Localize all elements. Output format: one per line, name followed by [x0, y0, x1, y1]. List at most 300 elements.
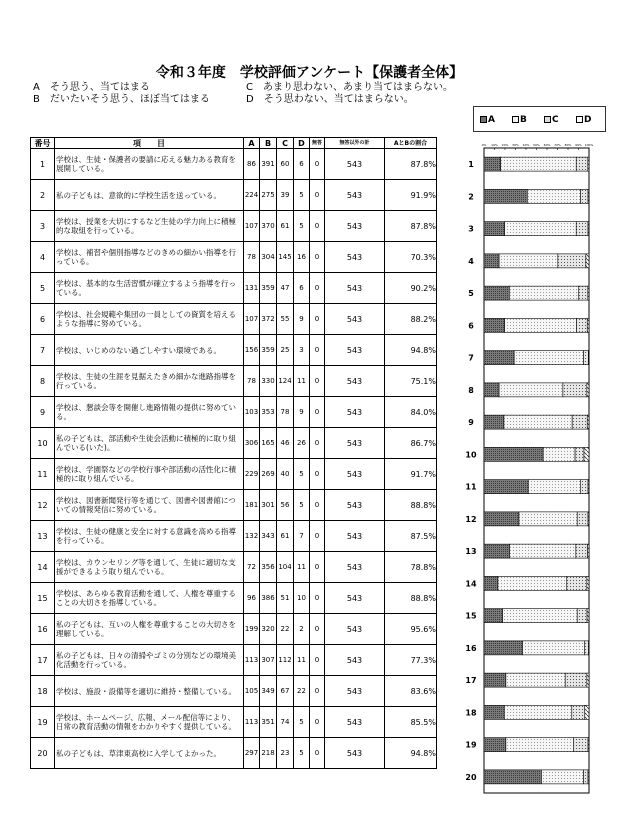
row-no-answer: 0 [310, 242, 325, 273]
row-ab-ratio: 86.7% [385, 428, 437, 459]
row-count-c: 124 [277, 366, 294, 397]
row-count-b: 386 [260, 583, 277, 614]
table-row [31, 614, 437, 645]
row-ab-ratio: 70.3% [385, 242, 437, 273]
row-number: 6 [31, 304, 55, 335]
row-total: 543 [325, 645, 385, 676]
row-count-d: 22 [294, 676, 310, 707]
bar-segment-d-10 [584, 447, 589, 461]
row-count-d: 5 [294, 459, 310, 490]
row-count-c: 61 [277, 211, 294, 242]
row-question: 学校は、社会規範や集団の一員としての資質を培えるような指導に努めている。 [55, 304, 244, 335]
bar-segment-d-4 [586, 254, 589, 268]
row-count-c: 47 [277, 273, 294, 304]
x-tick-label: 40% [522, 143, 530, 147]
row-ab-ratio: 83.6% [385, 676, 437, 707]
bar-segment-c-16 [584, 641, 588, 655]
bar-segment-b-19 [506, 738, 574, 752]
table-row [31, 180, 437, 211]
legend-key-a [480, 115, 495, 125]
row-ab-ratio: 91.7% [385, 459, 437, 490]
row-count-d: 5 [294, 707, 310, 738]
header-b: B [260, 138, 277, 149]
row-count-a: 72 [244, 552, 260, 583]
row-count-c: 22 [277, 614, 294, 645]
row-number: 9 [31, 397, 55, 428]
bar-segment-b-18 [504, 705, 571, 719]
bar-segment-a-11 [484, 480, 528, 494]
row-question: 私の子どもは、意欲的に学校生活を送っている。 [55, 180, 244, 211]
category-label: 14 [465, 579, 477, 589]
x-tick-label: 30% [512, 143, 519, 147]
row-number: 3 [31, 211, 55, 242]
row-total: 543 [325, 614, 385, 645]
bar-segment-d-12 [588, 512, 589, 526]
header-total: 無答以外の計 [325, 138, 385, 149]
table-row [31, 707, 437, 738]
bar-segment-d-19 [588, 738, 589, 752]
table-row [31, 521, 437, 552]
row-count-d: 11 [294, 552, 310, 583]
bar-segment-b-14 [498, 576, 567, 590]
row-count-c: 39 [277, 180, 294, 211]
row-count-c: 67 [277, 676, 294, 707]
bar-segment-c-14 [567, 576, 587, 590]
row-number: 12 [31, 490, 55, 521]
row-number: 4 [31, 242, 55, 273]
row-number: 14 [31, 552, 55, 583]
bar-segment-d-1 [588, 157, 589, 171]
row-total: 543 [325, 397, 385, 428]
bar-segment-c-7 [584, 351, 589, 365]
row-question: 学校は、懇談会等を開催し進路情報の提供に努めている。 [55, 397, 244, 428]
row-total: 543 [325, 552, 385, 583]
row-count-b: 359 [260, 273, 277, 304]
bar-segment-a-10 [484, 447, 543, 461]
bar-segment-b-7 [514, 351, 583, 365]
row-ab-ratio: 88.8% [385, 490, 437, 521]
row-ab-ratio: 91.9% [385, 180, 437, 211]
row-count-a: 132 [244, 521, 260, 552]
header-no-answer: 無答 [310, 138, 325, 149]
legend-swatch-d [576, 116, 583, 123]
bar-segment-b-8 [499, 383, 563, 397]
table-row [31, 335, 437, 366]
x-tick-label: 20% [501, 143, 509, 147]
row-count-a: 107 [244, 211, 260, 242]
row-number: 10 [31, 428, 55, 459]
row-question: 学校は、学園祭などの学校行事や部活動の活性化に積極的に取り組んでいる。 [55, 459, 244, 490]
row-no-answer: 0 [310, 614, 325, 645]
bar-segment-b-20 [541, 770, 583, 784]
row-no-answer: 0 [310, 707, 325, 738]
row-count-b: 359 [260, 335, 277, 366]
bar-segment-c-4 [558, 254, 586, 268]
bar-segment-b-13 [510, 544, 576, 558]
row-no-answer: 0 [310, 211, 325, 242]
bar-segment-c-20 [584, 770, 588, 784]
bar-segment-b-5 [509, 286, 578, 300]
bar-segment-d-11 [588, 480, 589, 494]
bar-segment-a-12 [484, 512, 519, 526]
bar-segment-b-1 [501, 157, 577, 171]
row-question: 学校は、授業を大切にするなど生徒の学力向上に積極的な取組を行っている。 [55, 211, 244, 242]
bar-segment-a-19 [484, 738, 506, 752]
x-tick-label: 50% [533, 143, 540, 147]
bar-segment-d-15 [587, 609, 589, 623]
bar-segment-d-13 [588, 544, 589, 558]
row-count-d: 3 [294, 335, 310, 366]
row-count-d: 2 [294, 614, 310, 645]
row-ab-ratio: 77.3% [385, 645, 437, 676]
row-count-c: 78 [277, 397, 294, 428]
row-total: 543 [325, 428, 385, 459]
table-row [31, 304, 437, 335]
row-count-d: 26 [294, 428, 310, 459]
category-label: 1 [468, 160, 474, 170]
row-count-a: 297 [244, 738, 260, 769]
row-question: 学校は、補習や個別指導などのきめの細かい指導を行っている。 [55, 242, 244, 273]
bar-segment-c-1 [576, 157, 588, 171]
row-count-b: 218 [260, 738, 277, 769]
row-count-b: 304 [260, 242, 277, 273]
table-row [31, 242, 437, 273]
row-count-b: 370 [260, 211, 277, 242]
row-question: 学校は、ホームページ、広報、メール配信等により、日常の教育活動の情報をわかりやすく提供している。 [55, 707, 244, 738]
row-count-b: 353 [260, 397, 277, 428]
x-tick-label: 10% [491, 143, 498, 147]
row-count-b: 351 [260, 707, 277, 738]
bar-segment-b-16 [522, 641, 584, 655]
row-question: 私の子どもは、部活動や生徒会活動に積極的に取り組んでいる(いた)。 [55, 428, 244, 459]
table-row [31, 738, 437, 769]
survey-table [30, 137, 437, 769]
bar-segment-a-17 [484, 673, 506, 687]
stacked-bar-chart [459, 139, 609, 795]
header-no: 番号 [31, 138, 55, 149]
row-number: 19 [31, 707, 55, 738]
bar-segment-d-7 [588, 351, 589, 365]
table-row [31, 211, 437, 242]
row-no-answer: 0 [310, 738, 325, 769]
row-ab-ratio: 78.8% [385, 552, 437, 583]
bar-segment-d-5 [588, 286, 589, 300]
row-count-a: 103 [244, 397, 260, 428]
row-count-d: 5 [294, 738, 310, 769]
bar-segment-b-9 [504, 415, 572, 429]
row-count-b: 330 [260, 366, 277, 397]
legend-key-c [544, 115, 559, 125]
bar-segment-a-18 [484, 705, 504, 719]
bar-segment-c-8 [563, 383, 587, 397]
row-ab-ratio: 75.1% [385, 366, 437, 397]
category-label: 13 [465, 547, 477, 557]
row-count-b: 275 [260, 180, 277, 211]
legend-key-b-label: B [520, 115, 527, 125]
row-no-answer: 0 [310, 304, 325, 335]
bar-segment-c-11 [580, 480, 588, 494]
row-no-answer: 0 [310, 583, 325, 614]
row-number: 1 [31, 149, 55, 180]
bar-segment-d-3 [588, 222, 589, 236]
chart-legend [473, 106, 606, 132]
row-question: 私の子どもは、草津東高校に入学してよかった。 [55, 738, 244, 769]
row-no-answer: 0 [310, 335, 325, 366]
row-number: 2 [31, 180, 55, 211]
bar-segment-b-17 [506, 673, 565, 687]
x-tick-label: 60% [543, 143, 551, 147]
row-no-answer: 0 [310, 552, 325, 583]
row-ab-ratio: 87.5% [385, 521, 437, 552]
bar-segment-c-3 [576, 222, 588, 236]
header-ab-ratio: AとBの割合 [385, 138, 437, 149]
table-row [31, 149, 437, 180]
row-count-a: 199 [244, 614, 260, 645]
row-question: 学校は、基本的な生活習慣が確立するよう指導を行っている。 [55, 273, 244, 304]
legend-key-d-label: D [584, 115, 592, 125]
bar-segment-c-13 [576, 544, 588, 558]
bar-segment-c-19 [574, 738, 588, 752]
row-count-d: 10 [294, 583, 310, 614]
row-no-answer: 0 [310, 149, 325, 180]
row-count-a: 131 [244, 273, 260, 304]
category-label: 10 [465, 450, 477, 460]
row-ab-ratio: 94.8% [385, 335, 437, 366]
category-label: 18 [465, 708, 477, 718]
row-no-answer: 0 [310, 366, 325, 397]
bar-segment-c-5 [579, 286, 588, 300]
category-label: 6 [468, 321, 474, 331]
table-row [31, 459, 437, 490]
bar-segment-c-18 [572, 705, 585, 719]
row-count-c: 60 [277, 149, 294, 180]
row-no-answer: 0 [310, 521, 325, 552]
row-count-a: 107 [244, 304, 260, 335]
row-question: 私の子どもは、日々の清掃やゴミの分別などの環境美化活動を行っている。 [55, 645, 244, 676]
row-count-d: 6 [294, 149, 310, 180]
row-number: 15 [31, 583, 55, 614]
bar-segment-d-2 [588, 189, 589, 203]
row-total: 543 [325, 521, 385, 552]
category-label: 4 [468, 256, 474, 266]
category-label: 19 [465, 740, 477, 750]
header-a: A [244, 138, 260, 149]
row-count-c: 40 [277, 459, 294, 490]
bar-segment-c-15 [577, 609, 587, 623]
bar-segment-a-15 [484, 609, 503, 623]
row-question: 学校は、いじめのない過ごしやすい環境である。 [55, 335, 244, 366]
bar-segment-a-9 [484, 415, 504, 429]
row-count-c: 145 [277, 242, 294, 273]
row-ab-ratio: 95.6% [385, 614, 437, 645]
row-question: 学校は、生徒の健康と安全に対する意識を高める指導を行っている。 [55, 521, 244, 552]
row-count-c: 112 [277, 645, 294, 676]
row-total: 543 [325, 707, 385, 738]
row-question: 学校は、図書新聞発行等を通じて、図書や図書館についての情報発信に努めている。 [55, 490, 244, 521]
row-no-answer: 0 [310, 459, 325, 490]
bar-segment-a-3 [484, 222, 505, 236]
row-total: 543 [325, 304, 385, 335]
category-label: 5 [468, 289, 474, 299]
row-total: 543 [325, 335, 385, 366]
bar-segment-c-2 [580, 189, 588, 203]
row-count-a: 86 [244, 149, 260, 180]
bar-segment-d-8 [587, 383, 589, 397]
row-count-b: 391 [260, 149, 277, 180]
row-count-c: 56 [277, 490, 294, 521]
legend-key-c-label: C [552, 115, 559, 125]
table-row [31, 397, 437, 428]
row-no-answer: 0 [310, 428, 325, 459]
bar-segment-b-6 [505, 318, 577, 332]
bar-segment-d-6 [587, 318, 589, 332]
row-no-answer: 0 [310, 273, 325, 304]
row-ab-ratio: 94.8% [385, 738, 437, 769]
row-count-a: 105 [244, 676, 260, 707]
row-total: 543 [325, 180, 385, 211]
row-total: 543 [325, 738, 385, 769]
row-ab-ratio: 87.8% [385, 211, 437, 242]
x-tick-label: 70% [554, 143, 561, 147]
row-number: 13 [31, 521, 55, 552]
row-total: 543 [325, 490, 385, 521]
row-question: 学校は、生徒の生涯を見据えたきめ細かな進路指導を行っている。 [55, 366, 244, 397]
table-row [31, 583, 437, 614]
legend-text-a: A そう思う、当てはまる [33, 82, 150, 93]
bar-segment-b-4 [499, 254, 558, 268]
legend-swatch-c [544, 116, 551, 123]
row-count-b: 349 [260, 676, 277, 707]
category-label: 7 [468, 353, 474, 363]
bar-segment-d-17 [587, 673, 589, 687]
row-total: 543 [325, 149, 385, 180]
row-count-b: 343 [260, 521, 277, 552]
table-row [31, 490, 437, 521]
row-question: 学校は、施設・設備等を適切に維持・整備している。 [55, 676, 244, 707]
row-count-d: 5 [294, 211, 310, 242]
row-no-answer: 0 [310, 490, 325, 521]
row-question: 学校は、あらゆる教育活動を通して、人権を尊重することの大切さを指導している。 [55, 583, 244, 614]
row-number: 17 [31, 645, 55, 676]
bar-segment-d-20 [588, 770, 589, 784]
row-count-d: 6 [294, 273, 310, 304]
row-count-a: 78 [244, 366, 260, 397]
legend-key-d [576, 115, 591, 125]
bar-segment-b-11 [528, 480, 580, 494]
row-ab-ratio: 85.5% [385, 707, 437, 738]
row-count-c: 104 [277, 552, 294, 583]
row-number: 7 [31, 335, 55, 366]
bar-segment-c-10 [575, 447, 584, 461]
row-count-b: 165 [260, 428, 277, 459]
row-count-c: 25 [277, 335, 294, 366]
legend-key-b [512, 115, 527, 125]
row-total: 543 [325, 366, 385, 397]
row-count-d: 11 [294, 366, 310, 397]
table-row [31, 428, 437, 459]
table-row [31, 273, 437, 304]
row-ab-ratio: 84.0% [385, 397, 437, 428]
row-count-b: 307 [260, 645, 277, 676]
row-count-a: 113 [244, 645, 260, 676]
row-question: 学校は、カウンセリング等を通して、生徒に適切な支援ができるよう取り組んでいる。 [55, 552, 244, 583]
row-count-c: 23 [277, 738, 294, 769]
row-number: 5 [31, 273, 55, 304]
row-count-b: 320 [260, 614, 277, 645]
row-count-d: 5 [294, 180, 310, 211]
row-number: 11 [31, 459, 55, 490]
row-count-a: 224 [244, 180, 260, 211]
bar-segment-c-17 [565, 673, 587, 687]
row-count-b: 356 [260, 552, 277, 583]
bar-segment-a-7 [484, 351, 514, 365]
table-row [31, 645, 437, 676]
bar-segment-d-14 [587, 576, 589, 590]
x-tick-label: 90% [575, 143, 582, 147]
bar-segment-a-5 [484, 286, 509, 300]
row-question: 私の子どもは、互いの人権を尊重することの大切さを理解している。 [55, 614, 244, 645]
row-count-a: 181 [244, 490, 260, 521]
category-label: 2 [468, 192, 474, 202]
table-header-row [31, 138, 437, 149]
x-tick-label: 80% [564, 143, 572, 147]
row-ab-ratio: 90.2% [385, 273, 437, 304]
row-ab-ratio: 87.8% [385, 149, 437, 180]
category-label: 20 [465, 772, 477, 782]
row-count-a: 156 [244, 335, 260, 366]
bar-segment-c-12 [577, 512, 588, 526]
row-count-a: 113 [244, 707, 260, 738]
bar-segment-c-6 [577, 318, 588, 332]
page-title: 令和３年度 学校評価アンケート【保護者全体】 [155, 65, 464, 81]
row-total: 543 [325, 211, 385, 242]
row-count-c: 51 [277, 583, 294, 614]
bar-segment-a-14 [484, 576, 498, 590]
row-count-d: 11 [294, 645, 310, 676]
bar-segment-b-12 [519, 512, 577, 526]
row-no-answer: 0 [310, 676, 325, 707]
row-count-d: 5 [294, 490, 310, 521]
header-c: C [277, 138, 294, 149]
legend-key-a-label: A [488, 115, 495, 125]
bar-segment-d-9 [587, 415, 589, 429]
row-count-c: 55 [277, 304, 294, 335]
table-row [31, 676, 437, 707]
table-row [31, 366, 437, 397]
x-tick-label: 100% [584, 143, 594, 147]
bar-segment-c-9 [572, 415, 587, 429]
category-label: 12 [465, 514, 477, 524]
row-count-a: 306 [244, 428, 260, 459]
category-label: 17 [465, 676, 477, 686]
row-number: 16 [31, 614, 55, 645]
row-count-d: 7 [294, 521, 310, 552]
row-count-a: 229 [244, 459, 260, 490]
bar-segment-a-4 [484, 254, 499, 268]
row-count-b: 372 [260, 304, 277, 335]
row-ab-ratio: 88.2% [385, 304, 437, 335]
row-count-c: 74 [277, 707, 294, 738]
category-label: 9 [468, 418, 474, 428]
category-label: 3 [468, 224, 474, 234]
category-label: 8 [468, 385, 474, 395]
header-d: D [294, 138, 310, 149]
row-count-c: 61 [277, 521, 294, 552]
row-total: 543 [325, 583, 385, 614]
bar-segment-a-8 [484, 383, 499, 397]
row-count-a: 78 [244, 242, 260, 273]
row-total: 543 [325, 242, 385, 273]
